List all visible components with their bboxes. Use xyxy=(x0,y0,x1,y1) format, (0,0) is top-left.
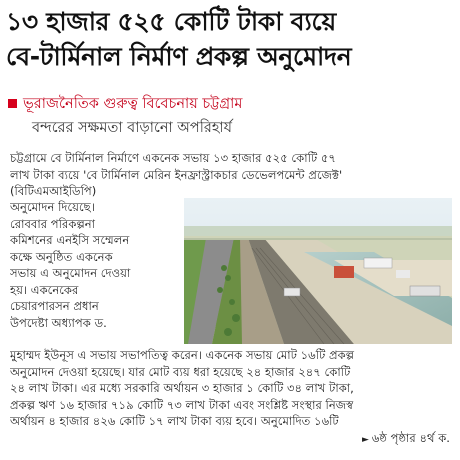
subheadline-line-2: বন্দরের সক্ষমতা বাড়ানো অপরিহার্য xyxy=(32,120,232,136)
body-line: (বিটিএমআইডিপি) xyxy=(10,184,97,198)
body-line: সভায় এ অনুমোদন দেওয়া xyxy=(10,266,131,280)
continued-on-page xyxy=(362,430,450,449)
subheadline xyxy=(8,92,448,140)
article-body-bottom xyxy=(10,347,452,430)
body-line: প্রকল্প ঋণ ১৬ হাজার ৭১৯ কোটি ৭৩ লাখ টাকা এবং সংশ্লিষ্ট সংস্থার নিজস্ব xyxy=(10,397,354,412)
headline-line-1: ১৩ হাজার ৫২৫ কোটি টাকা ব্যয়ে xyxy=(6,7,336,36)
headline xyxy=(6,4,454,74)
headline-line-2: বে-টার্মিনাল নির্মাণ প্রকল্প অনুমোদন xyxy=(6,42,352,71)
aerial-port-photo xyxy=(184,198,452,344)
body-line: রোববার পরিকল্পনা xyxy=(10,216,96,231)
body-line: হয়। একনেকের xyxy=(10,282,79,297)
body-line: মুহাম্মদ ইউনূস এ সভায় সভাপতিত্ব করেন। একনেক সভায় মোট ১৬টি প্রকল্প xyxy=(10,348,355,362)
body-line: লাখ টাকা ব্যয়ে 'বে টার্মিনাল মেরিন ইনফ্রাস্ট্রাকচার ডেভেলপমেন্ট প্রজেক্ট' xyxy=(10,167,343,182)
body-line: অর্থায়ন ৪ হাজার ৪২৬ কোটি ১৭ লাখ টাকা ব্যয় হবে। অনুমোদিত ১৬টি xyxy=(10,414,339,428)
subheadline-line-1 xyxy=(8,92,448,116)
body-line: অনুমোদন দিয়েছে। xyxy=(10,200,95,214)
subheadline-line-1-text: ভূরাজনৈতিক গুরুত্ব বিবেচনায় চট্টগ্রাম xyxy=(23,96,243,112)
body-line: অনুমোদন দেওয়া হয়েছে। যার মোট ব্যয় ধরা হয়েছে ২৪ হাজার ২৪৭ কোটি xyxy=(10,364,351,379)
triangle-pointer-icon: ► xyxy=(361,435,369,445)
body-line: চেয়ারপারসন প্রধান xyxy=(10,299,99,313)
continued-text: ৬ষ্ঠ পৃষ্ঠার ৪র্থ ক. xyxy=(371,431,450,445)
body-line: কমিশনের এনইসি সম্মেলন xyxy=(10,233,130,247)
article-body-left-column xyxy=(10,199,180,331)
red-square-bullet-icon xyxy=(8,99,17,108)
article-body-top xyxy=(10,150,452,200)
body-line: কক্ষে অনুষ্ঠিত একনেক xyxy=(10,249,113,264)
body-line: চট্টগ্রামে বে টার্মিনাল নির্মাণে একনেক সভায় ১৩ হাজার ৫২৫ কোটি ৫৭ xyxy=(10,151,336,165)
body-line: ২৪ লাখ টাকা। এর মধ্যে সরকারি অর্থায়ন ৩ হাজার ১ কোটি ৩৪ লাখ টাকা, xyxy=(10,381,354,395)
body-line: উপদেষ্টা অধ্যাপক ড. xyxy=(10,315,107,330)
